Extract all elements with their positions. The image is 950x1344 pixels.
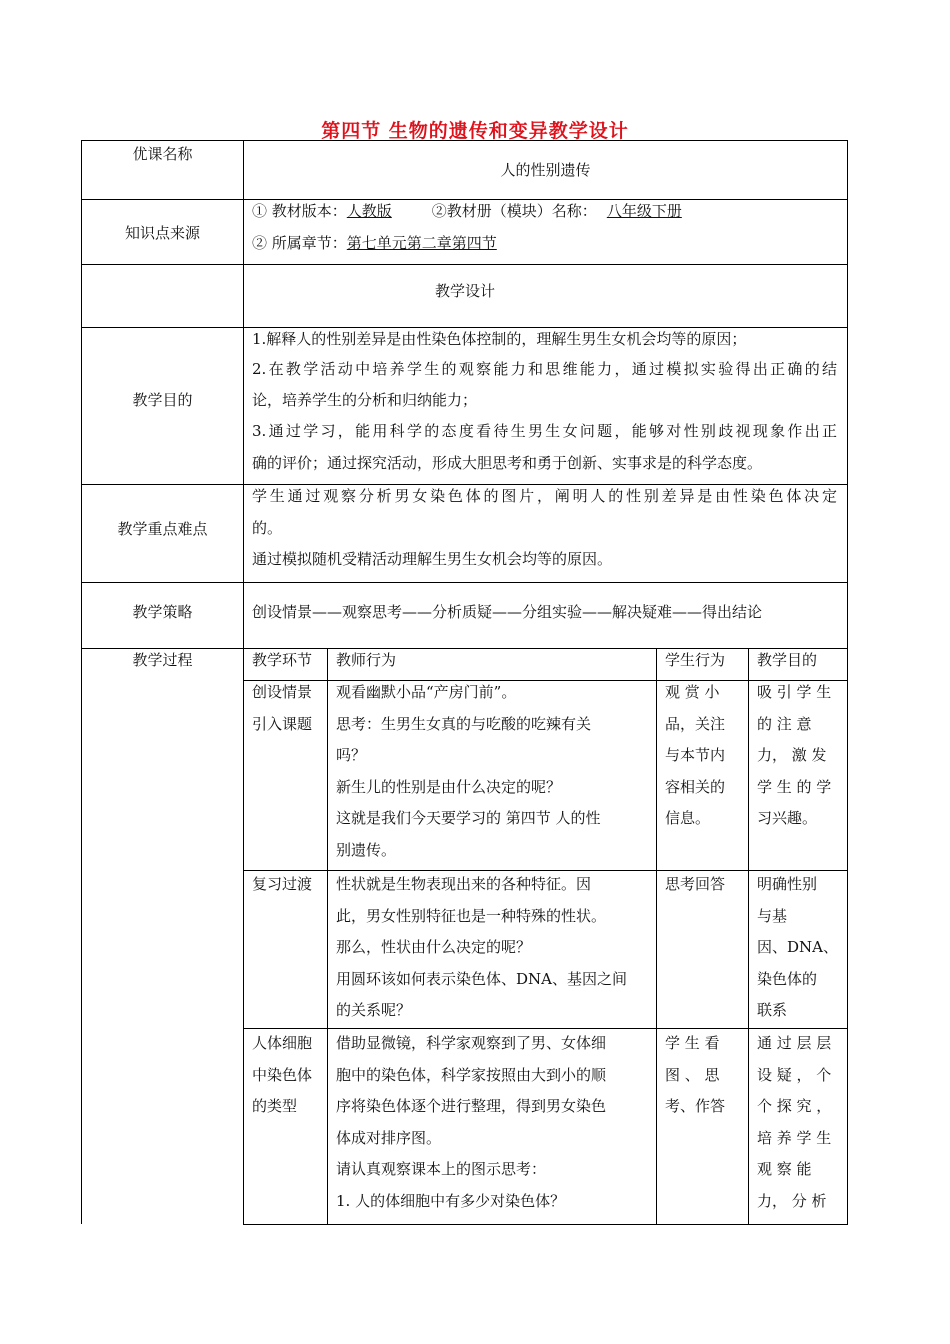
key-point-line: 的。 <box>252 519 283 537</box>
student-text: 与本节内 <box>665 746 726 764</box>
student-text: 观 赏 小 <box>665 683 720 701</box>
purpose-text: 习兴趣。 <box>757 809 818 827</box>
student-text: 信息。 <box>665 809 711 827</box>
stage-text: 中染色体 <box>252 1066 313 1084</box>
strategy-value: 创设情景——观察思考——分析质疑——分组实验——解决疑难——得出结论 <box>252 603 763 621</box>
teacher-text: 性状就是生物表现出来的各种特征。因 <box>336 875 592 893</box>
purpose-text: 联系 <box>757 1001 788 1019</box>
objectives-label: 教学目的 <box>132 391 193 409</box>
objective-line: 确的评价；通过探究活动，形成大胆思考和勇于创新、实事求是的科学态度。 <box>252 454 763 472</box>
rule <box>82 264 848 265</box>
purpose-text: 设 疑 ， 个 <box>757 1066 832 1084</box>
teacher-text: 借助显微镜，科学家观察到了男、女体细 <box>336 1034 607 1052</box>
process-label: 教学过程 <box>132 651 193 669</box>
purpose-text: 培 养 学 生 <box>757 1129 832 1147</box>
source-chapter-prefix: ② 所属章节： <box>252 234 347 252</box>
document-title: 第四节 生物的遗传和变异教学设计 <box>321 120 629 142</box>
teacher-text: 序将染色体逐个进行整理，得到男女染色 <box>336 1097 607 1115</box>
rule <box>748 648 749 1224</box>
purpose-text: 因、DNA、 <box>757 938 838 956</box>
column-header-stage: 教学环节 <box>252 651 313 669</box>
stage-text: 引入课题 <box>252 715 313 733</box>
stage-text: 创设情景 <box>252 683 313 701</box>
stage-text: 人体细胞 <box>252 1034 313 1052</box>
purpose-text: 学 生 的 学 <box>757 778 832 796</box>
teacher-text: 那么，性状由什么决定的呢？ <box>336 938 532 956</box>
teacher-text: 此，男女性别特征也是一种特殊的性状。 <box>336 907 607 925</box>
student-text: 考、作答 <box>665 1097 726 1115</box>
volume-value: 八年级下册 <box>606 202 682 220</box>
lesson-plan-table <box>81 140 848 1224</box>
teacher-text: 体成对排序图。 <box>336 1129 442 1147</box>
edition-value: 人教版 <box>346 202 392 220</box>
rule <box>327 648 328 1224</box>
objective-line: 2.在教学活动中培养学生的观察能力和思维能力，通过模拟实验得出正确的结 <box>252 360 837 378</box>
rule <box>243 1224 848 1225</box>
teacher-text: 观看幽默小品“产房门前”。 <box>336 683 517 701</box>
stage-text: 的类型 <box>252 1097 298 1115</box>
source-volume-prefix: ②教材册（模块）名称： <box>431 202 597 220</box>
purpose-text: 吸 引 学 生 <box>757 683 832 701</box>
purpose-text: 观 察 能 <box>757 1160 812 1178</box>
teacher-text: 的关系呢？ <box>336 1001 412 1019</box>
purpose-text: 个 探 究 ， <box>757 1097 832 1115</box>
purpose-text: 明确性别 <box>757 875 818 893</box>
teacher-text: 思考：生男生女真的与吃酸的吃辣有关 <box>336 715 592 733</box>
source-line-1 <box>252 196 682 228</box>
teacher-text: 1. 人的体细胞中有多少对染色体？ <box>336 1192 566 1210</box>
purpose-text: 力， 分 析 <box>757 1192 827 1210</box>
teacher-text: 吗？ <box>336 746 367 764</box>
source-label: 知识点来源 <box>124 224 200 242</box>
course-name: 人的性别遗传 <box>500 161 591 179</box>
student-text: 品，关注 <box>665 715 726 733</box>
purpose-text: 染色体的 <box>757 970 818 988</box>
strategy-label: 教学策略 <box>132 603 193 621</box>
objective-line: 1.解释人的性别差异是由性染色体控制的，理解生男生女机会均等的原因； <box>252 330 747 348</box>
teacher-text: 别遗传。 <box>336 841 397 859</box>
purpose-text: 的 注 意 <box>757 715 812 733</box>
design-header: 教学设计 <box>434 282 495 300</box>
column-header-purpose: 教学目的 <box>757 651 818 669</box>
student-text: 图 、 思 <box>665 1066 720 1084</box>
key-points-label: 教学重点难点 <box>117 520 208 538</box>
purpose-text: 与基 <box>757 907 788 925</box>
source-line-2 <box>252 228 497 260</box>
purpose-text: 力， 激 发 <box>757 746 827 764</box>
teacher-text: 请认真观察课本上的图示思考： <box>336 1160 547 1178</box>
source-edition-prefix: ① 教材版本： <box>252 202 347 220</box>
column-header-teacher: 教师行为 <box>336 651 397 669</box>
rule <box>82 582 848 583</box>
key-point-line: 通过模拟随机受精活动理解生男生女机会均等的原因。 <box>252 550 613 568</box>
objective-line: 论，培养学生的分析和归纳能力； <box>252 391 478 409</box>
objective-line: 3.通过学习，能用科学的态度看待生男生女问题，能够对性别歧视现象作出正 <box>252 422 837 440</box>
student-text: 学 生 看 <box>665 1034 720 1052</box>
student-text: 容相关的 <box>665 778 726 796</box>
stage-text: 复习过渡 <box>252 875 313 893</box>
student-text: 思考回答 <box>665 875 726 893</box>
teacher-text: 新生儿的性别是由什么决定的呢？ <box>336 778 562 796</box>
teacher-text: 胞中的染色体，科学家按照由大到小的顺 <box>336 1066 607 1084</box>
chapter-value: 第七单元第二章第四节 <box>346 234 497 252</box>
course-label: 优课名称 <box>132 145 193 163</box>
key-point-line: 学生通过观察分析男女染色体的图片，阐明人的性别差异是由性染色体决定 <box>252 487 837 505</box>
purpose-text: 通 过 层 层 <box>757 1034 832 1052</box>
teacher-text: 这就是我们今天要学习的 第四节 人的性 <box>336 809 601 827</box>
column-header-student: 学生行为 <box>665 651 726 669</box>
rule <box>656 648 657 1224</box>
teacher-text: 用圆环该如何表示染色体、DNA、基因之间 <box>336 970 627 988</box>
